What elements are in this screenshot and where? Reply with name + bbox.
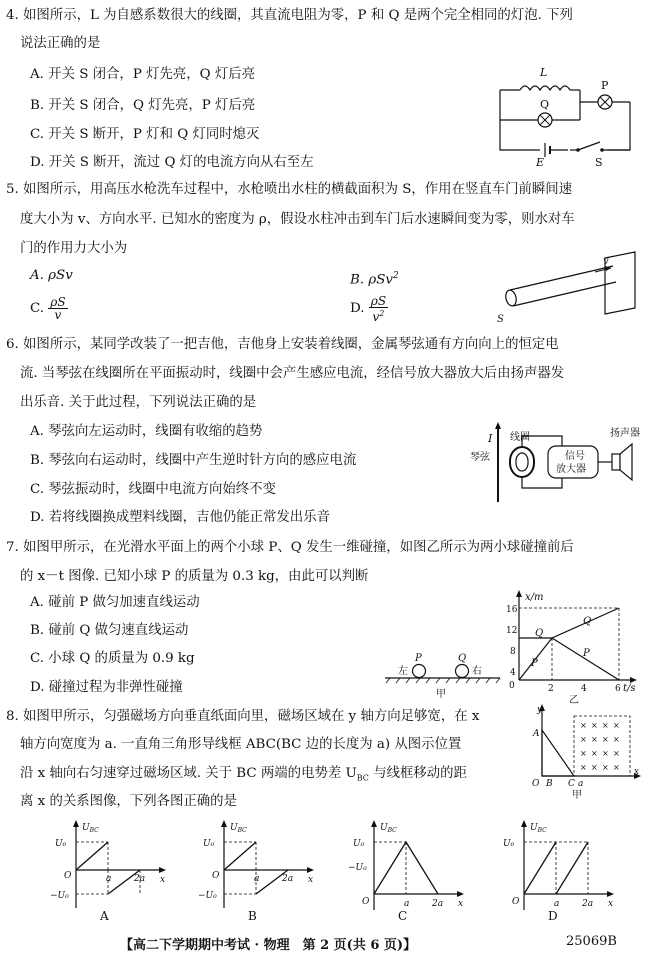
svg-text:×: ×: [613, 749, 620, 758]
q7-ytick-0: 0: [509, 681, 515, 691]
q6-option-d: D. 若将线圈换成塑料线圈，吉他仍能正常发出乐音: [30, 510, 330, 525]
q5-option-c-fraction: $\frac{\rho S}{v}$: [50, 295, 66, 322]
svg-text:U₀: U₀: [503, 839, 515, 849]
q7-ylabel: x/m: [525, 592, 544, 603]
q4-option-b: B. 开关 S 闭合，Q 灯先亮，P 灯后亮: [30, 98, 256, 113]
q5-label-S: S: [497, 314, 504, 325]
q8-label-B: B: [546, 779, 553, 789]
q6-coil: [510, 447, 534, 477]
q8-stem-line3: 沿 x 轴向右匀速穿过磁场区域. 关于 BC 两端的电势差 $U_{BC}$ 与线框移动的距: [20, 766, 467, 783]
svg-text:×: ×: [580, 763, 587, 772]
q8-graph-b-curve1: [224, 842, 256, 870]
q8-graph-c: [348, 818, 466, 922]
q8-graph-d-curve1: [524, 842, 556, 894]
q7-label-P: P: [415, 653, 422, 664]
q8-graph-a-curve1: [76, 842, 108, 870]
q6-current-arrow-icon: [495, 422, 501, 429]
svg-text:U₀: U₀: [203, 839, 215, 849]
svg-text:UBC: $U_{BC}$: [530, 823, 547, 834]
svg-text:−U₀: −U₀: [198, 891, 217, 901]
q5-stem-line3: 门的作用力大小为: [20, 241, 128, 256]
q7-ytick-4: 4: [510, 668, 516, 678]
q6-label-amp2: 放大器: [556, 464, 586, 475]
q5-option-b: B. ρSv$^2$: [350, 271, 399, 288]
q7-xlabel: t/s: [623, 683, 636, 694]
svg-text:a: a: [554, 899, 560, 909]
q7-xt-graph: [505, 590, 643, 705]
q5-stem-line2: 度大小为 v、方向水平. 已知水的密度为 ρ，假设水柱冲击到车门后水速瞬间变为零，则水对车: [20, 212, 575, 227]
q8-graph-d: [498, 818, 616, 922]
q5-water-column: [504, 289, 517, 307]
q7-graph-label-Q1: Q: [535, 628, 544, 639]
page-footer: 【高二下学期期中考试 · 物理 第 2 页(共 6 页)】: [120, 938, 417, 953]
q4-option-a: A. 开关 S 闭合，P 灯先亮，Q 灯后亮: [30, 67, 256, 82]
svg-text:UBC: $U_{BC}$: [380, 823, 397, 834]
q5-label-v: v: [603, 256, 609, 267]
svg-text:×: ×: [591, 749, 598, 758]
q7-label-left: 左: [398, 666, 408, 677]
q6-option-a: A. 琴弦向左运动时，线圈有收缩的趋势: [30, 424, 263, 439]
q6-label-amp1: 信号: [565, 451, 585, 462]
q8-graph-b: [198, 818, 316, 922]
q8-graph-a-label: A: [100, 909, 109, 922]
q6-label-string: 琴弦: [470, 452, 490, 463]
svg-text:x: x: [308, 875, 314, 885]
svg-text:×: ×: [613, 763, 620, 772]
q4-label-E: E: [536, 156, 545, 169]
svg-text:×: ×: [602, 749, 609, 758]
q7-label-Q: Q: [458, 653, 467, 664]
q7-option-d: D. 碰撞过程为非弹性碰撞: [30, 680, 183, 695]
q5-option-d-fraction: $\frac{\rho S}{v^2}$: [370, 293, 387, 324]
q4-option-d: D. 开关 S 断开，流过 Q 灯的电流方向从右至左: [30, 155, 314, 170]
q7-yi-caption: 乙: [569, 695, 579, 705]
svg-text:×: ×: [591, 721, 598, 730]
q8-label-a: a: [578, 779, 584, 789]
q7-jia-caption: 甲: [436, 689, 446, 700]
q7-graph-label-Q2: Q: [583, 616, 592, 627]
q8-label-y: y: [537, 705, 543, 715]
q5-option-d: D. $\frac{\rho S}{v^2}$: [350, 293, 387, 324]
svg-text:×: ×: [602, 721, 609, 730]
svg-text:O: O: [512, 897, 520, 907]
q8-label-C: C: [568, 779, 575, 789]
svg-text:x: x: [608, 899, 614, 909]
svg-text:2a: 2a: [582, 899, 594, 909]
q6-label-I: I: [488, 432, 493, 445]
q4-circuit-figure: [490, 62, 640, 172]
svg-text:O: O: [64, 871, 72, 881]
svg-text:2a: 2a: [282, 874, 294, 884]
q7-label-right: 右: [472, 666, 482, 677]
q4-label-S: S: [595, 156, 603, 169]
q7-option-c: C. 小球 Q 的质量为 0.9 kg: [30, 651, 195, 666]
q8-fig-jia: [528, 702, 643, 802]
svg-text:×: ×: [591, 763, 598, 772]
svg-text:×: ×: [580, 735, 587, 744]
svg-text:U₀: U₀: [353, 839, 365, 849]
svg-text:U₀: U₀: [55, 839, 67, 849]
q4-option-c: C. 开关 S 断开，P 灯和 Q 灯同时熄灭: [30, 127, 260, 142]
svg-text:a: a: [254, 874, 260, 884]
svg-text:−U₀: −U₀: [348, 863, 367, 873]
q4-stem-line2: 说法正确的是: [20, 36, 101, 51]
q6-option-c: C. 琴弦振动时，线圈中电流方向始终不变: [30, 482, 276, 497]
svg-text:2a: 2a: [134, 874, 146, 884]
q8-graph-b-label: B: [248, 909, 257, 922]
q8-jia-caption: 甲: [572, 790, 582, 801]
q6-stem-line3: 出乐音. 关于此过程，下列说法正确的是: [20, 395, 257, 410]
svg-text:×: ×: [580, 749, 587, 758]
svg-text:×: ×: [613, 721, 620, 730]
q7-ytick-16: 16: [506, 605, 518, 615]
q5-water-gun-figure: [495, 250, 640, 325]
q7-ytick-12: 12: [506, 626, 518, 636]
q8-label-O: O: [532, 779, 540, 789]
q8-graph-d-label: D: [548, 909, 558, 922]
q7-graph-label-P2: P: [583, 648, 590, 659]
q6-speaker-icon: [612, 454, 620, 470]
q8-stem-line2: 轴方向宽度为 a. 一直角三角形导线框 ABC(BC 边的长度为 a) 从图示位置: [20, 737, 462, 752]
q6-option-b: B. 琴弦向右运动时，线圈中产生逆时针方向的感应电流: [30, 453, 357, 468]
q7-xtick-2: 2: [548, 684, 554, 694]
svg-text:×: ×: [580, 721, 587, 730]
svg-text:x: x: [458, 899, 464, 909]
page-code: 25069B: [566, 934, 617, 949]
svg-text:UBC: $U_{BC}$: [230, 823, 247, 834]
svg-text:2a: 2a: [432, 899, 444, 909]
q7-option-a: A. 碰前 P 做匀加速直线运动: [30, 595, 200, 610]
q6-guitar-figure: [470, 422, 640, 504]
q7-xtick-6: 6: [615, 684, 621, 694]
q7-graph-label-P1: P: [531, 658, 538, 669]
svg-text:a: a: [404, 899, 410, 909]
q4-label-Q: Q: [540, 98, 550, 111]
q8-field-crosses: [580, 721, 620, 772]
svg-text:×: ×: [602, 763, 609, 772]
q7-xtick-4: 4: [581, 684, 587, 694]
svg-text:×: ×: [602, 735, 609, 744]
svg-text:a: a: [106, 874, 112, 884]
q8-label-x: x: [634, 767, 640, 777]
svg-text:O: O: [362, 897, 370, 907]
q7-stem-line2: 的 x－t 图像. 已知小球 P 的质量为 0.3 kg，由此可以判断: [20, 569, 369, 584]
svg-text:−U₀: −U₀: [50, 891, 69, 901]
q6-label-speaker: 扬声器: [610, 428, 640, 439]
q7-ytick-8: 8: [510, 647, 516, 657]
q8-graph-d-curve2: [556, 842, 588, 894]
q8-graph-c-label: C: [398, 909, 408, 922]
q4-label-P: P: [601, 79, 609, 92]
q8-stem-line1: 8. 如图甲所示，匀强磁场方向垂直纸面向里，磁场区域在 y 轴方向足够宽，在 x: [6, 709, 480, 724]
q6-stem-line1: 6. 如图所示，某同学改装了一把吉他，吉他身上安装着线圈，金属琴弦通有方向向上的恒定电: [6, 337, 559, 352]
q8-graph-a: [50, 818, 168, 922]
q7-stem-line1: 7. 如图甲所示，在光滑水平面上的两个小球 P、Q 发生一维碰撞，如图乙所示为两小球碰撞前后: [6, 540, 574, 555]
q4-stem-line1: 4. 如图所示，L 为自感系数很大的线圈，其直流电阻为零，P 和 Q 是两个完全相同的灯泡. 下列: [6, 8, 573, 23]
svg-text:x: x: [160, 875, 166, 885]
q7-line-p-after: [552, 638, 619, 680]
q6-stem-line2: 流. 当琴弦在线圈所在平面振动时，线圈中会产生感应电流，经信号放大器放大后由扬声器发: [20, 366, 565, 381]
q8-triangle-frame: [542, 730, 574, 776]
q5-stem-line1: 5. 如图所示，用高压水枪洗车过程中，水枪喷出水柱的横截面积为 S，作用在竖直车门前瞬间速: [6, 182, 573, 197]
q8-stem-line4: 离 x 的关系图像，下列各图正确的是: [20, 794, 237, 809]
q5-option-c: C. $\frac{\rho S}{v}$: [30, 295, 66, 322]
q6-label-coil: 线圈: [510, 432, 530, 443]
svg-text:O: O: [212, 871, 220, 881]
q7-option-b: B. 碰前 Q 做匀速直线运动: [30, 623, 189, 638]
svg-text:UBC: $U_{BC}$: [82, 823, 99, 834]
q7-ball-q: [456, 665, 469, 678]
q8-label-A: A: [533, 729, 540, 739]
q5-option-a: A. ρSv: [30, 268, 73, 283]
svg-text:×: ×: [591, 735, 598, 744]
q7-fig-jia: [380, 650, 505, 700]
svg-text:×: ×: [613, 735, 620, 744]
q4-label-L: L: [540, 66, 548, 79]
q7-ball-p: [413, 665, 426, 678]
